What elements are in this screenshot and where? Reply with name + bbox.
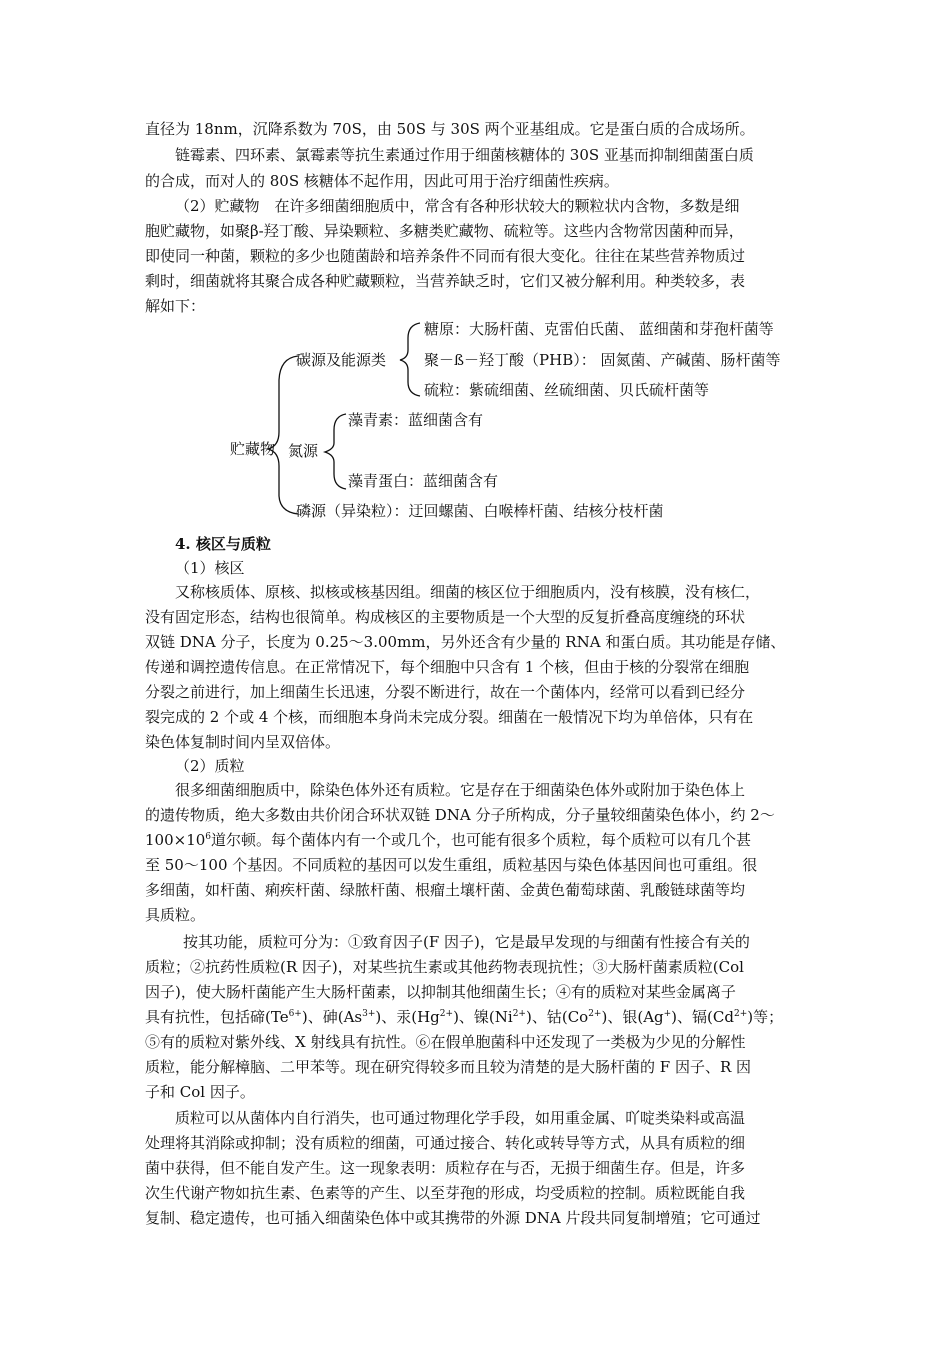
text-line: 具质粒。 xyxy=(145,906,206,924)
tree-carbon-item: 硫粒：紫硫细菌、丝硫细菌、贝氏硫杆菌等 xyxy=(424,381,710,399)
superscript: 2+ xyxy=(588,1009,602,1019)
superscript: 3+ xyxy=(362,1009,376,1019)
text-line: 即使同一种菌，颗粒的多少也随菌龄和培养条件不同而有很大变化。往往在某些营养物质过 xyxy=(145,247,746,265)
text-line: 至 50～100 个基因。不同质粒的基因可以发生重组，质粒基因与染色体基因间也可重组。很 xyxy=(145,856,758,874)
text-line: （2）贮藏物 在许多细菌细胞质中，常含有各种形状较大的颗粒状内含物，多数是细 xyxy=(175,197,740,215)
text-line: 直径为 18nm，沉降系数为 70S，由 50S 与 30S 两个亚基组成。它是蛋白质的合成场所。 xyxy=(145,120,755,138)
text-run: )、镍(Ni xyxy=(453,1008,513,1026)
text-line: 分裂之前进行，加上细菌生长迅速，分裂不断进行，故在一个菌体内，经常可以看到已经分 xyxy=(145,683,746,701)
text-line: 胞贮藏物，如聚β-羟丁酸、异染颗粒、多糖类贮藏物、硫粒等。这些内含物常因菌种而异， xyxy=(145,222,744,240)
tree-carbon-item: 糖原：大肠杆菌、克雷伯氏菌、 蓝细菌和芽孢杆菌等 xyxy=(424,320,774,338)
superscript: 6+ xyxy=(288,1009,302,1019)
text-line: 很多细菌细胞质中，除染色体外还有质粒。它是存在于细菌染色体外或附加于染色体上 xyxy=(175,781,746,799)
text-line: 剩时，细菌就将其聚合成各种贮藏颗粒，当营养缺乏时，它们又被分解利用。种类较多，表 xyxy=(145,272,746,290)
text-line: 传递和调控遗传信息。在正常情况下，每个细胞中只含有 1 个核，但由于核的分裂常在细胞 xyxy=(145,658,750,676)
text-line: 质粒可以从菌体内自行消失，也可通过物理化学手段，如用重金属、吖啶类染料或高温 xyxy=(175,1109,746,1127)
text-run: )、砷(As xyxy=(301,1008,363,1026)
tree-carbon-label: 碳源及能源类 xyxy=(296,351,387,369)
text-run: 道尔顿。每个菌体内有一个或几个，也可能有很多个质粒，每个质粒可以有几个甚 xyxy=(211,831,752,849)
text-line: 处理将其消除或抑制；没有质粒的细菌，可通过接合、转化或转导等方式，从具有质粒的细 xyxy=(145,1134,746,1152)
text-run: )、钴(Co xyxy=(525,1008,589,1026)
text-line: 质粒，能分解樟脑、二甲苯等。现在研究得较多而且较为清楚的是大肠杆菌的 F 因子、R 因 xyxy=(145,1058,752,1076)
text-run: 100×10 xyxy=(145,831,206,849)
text-line: 没有固定形态，结构也很简单。构成核区的主要物质是一个大型的反复折叠高度缠绕的环状 xyxy=(145,608,746,626)
text-line: 双链 DNA 分子，长度为 0.25～3.00mm，另外还含有少量的 RNA 和蛋白质。其功能是存储、 xyxy=(145,633,786,651)
superscript: 2+ xyxy=(439,1009,454,1019)
text-line: 染色体复制时间内呈双倍体。 xyxy=(145,733,341,751)
text-line: 的合成，而对人的 80S 核糖体不起作用，因此可用于治疗细菌性疾病。 xyxy=(145,172,619,190)
tree-root-label: 贮藏物 xyxy=(230,440,276,458)
text-run: )、镉(Cd xyxy=(671,1008,734,1026)
superscript: 6 xyxy=(205,832,212,842)
text-line: 次生代谢产物如抗生素、色素等的产生、以至芽孢的形成，均受质粒的控制。质粒既能自我 xyxy=(145,1184,746,1202)
text-line: 复制、稳定遗传，也可插入细菌染色体中或其携带的外源 DNA 片段共同复制增殖；它可通过 xyxy=(145,1209,761,1227)
tree-nitrogen-item: 藻青蛋白：蓝细菌含有 xyxy=(348,472,499,490)
text-line: 裂完成的 2 个或 4 个核，而细胞本身尚未完成分裂。细菌在一般情况下均为单倍体，只有在 xyxy=(145,708,754,726)
superscript: 2+ xyxy=(733,1009,748,1019)
text-run: 具有抗性，包括碲(Te xyxy=(145,1008,289,1026)
text-line: 子和 Col 因子。 xyxy=(145,1083,255,1101)
tree-carbon-item: 聚－ß－羟丁酸（PHB）： 固氮菌、产碱菌、肠杆菌等 xyxy=(424,351,781,369)
superscript: + xyxy=(663,1009,672,1019)
tree-phosphorus-label: 磷源（异染粒）：迂回螺菌、白喉棒杆菌、结核分枝杆菌 xyxy=(296,502,664,520)
text-line: ⑤有的质粒对紫外线、X 射线具有抗性。⑥在假单胞菌科中还发现了一类极为少见的分解性 xyxy=(145,1033,746,1051)
text-line xyxy=(145,1005,783,1029)
text-line: 又称核质体、原核、拟核或核基因组。细菌的核区位于细胞质内，没有核膜，没有核仁， xyxy=(175,583,761,601)
text-line: 解如下： xyxy=(145,297,206,315)
text-line: 因子)，使大肠杆菌能产生大肠杆菌素，以抑制其他细菌生长；④有的质粒对某些金属离子 xyxy=(145,983,736,1001)
text-line: 按其功能，质粒可分为：①致育因子(F 因子)，它是最早发现的与细菌有性接合有关的 xyxy=(183,933,750,951)
subsection-heading: （1）核区 xyxy=(175,559,245,577)
tree-nitrogen-label: 氮源 xyxy=(288,442,319,460)
text-run: )、汞(Hg xyxy=(375,1008,440,1026)
text-run: )、银(Ag xyxy=(601,1008,664,1026)
text-line: 的遗传物质，绝大多数由共价闭合环状双链 DNA 分子所构成，分子量较细菌染色体小，约 2～ xyxy=(145,806,775,824)
superscript: 2+ xyxy=(512,1009,526,1019)
text-line xyxy=(145,828,751,852)
text-line: 链霉素、四环素、氯霉素等抗生素通过作用于细菌核糖体的 30S 亚基而抑制细菌蛋白质 xyxy=(175,146,754,164)
text-run: )等； xyxy=(747,1008,784,1026)
text-line: 菌中获得，但不能自发产生。这一现象表明：质粒存在与否，无损于细菌生存。但是，许多 xyxy=(145,1159,746,1177)
text-line: 质粒；②抗药性质粒(R 因子)，对某些抗生素或其他药物表现抗性；③大肠杆菌素质粒(Col xyxy=(145,958,744,976)
subsection-heading: （2）质粒 xyxy=(175,757,245,775)
text-line: 多细菌，如杆菌、痢疾杆菌、绿脓杆菌、根瘤土壤杆菌、金黄色葡萄球菌、乳酸链球菌等均 xyxy=(145,881,746,899)
section-heading: 4. 核区与质粒 xyxy=(175,535,271,553)
tree-nitrogen-item: 藻青素：蓝细菌含有 xyxy=(348,411,484,429)
